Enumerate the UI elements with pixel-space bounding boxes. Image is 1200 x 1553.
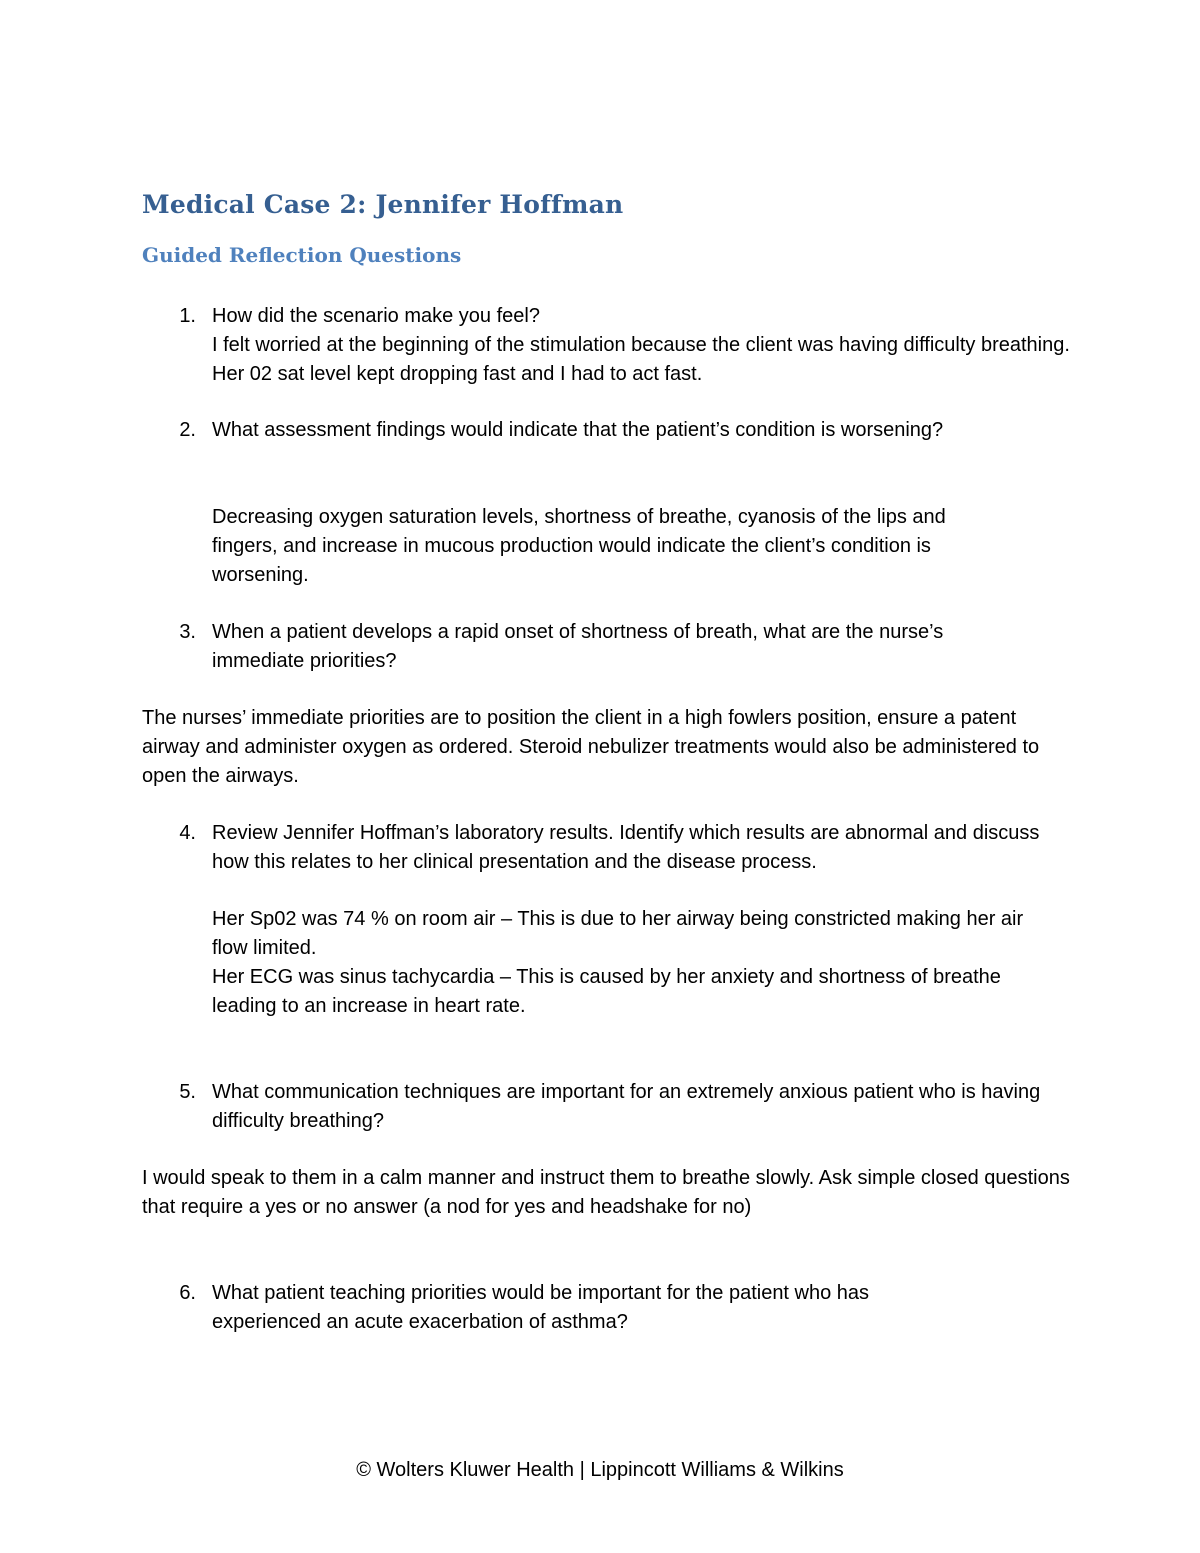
question-text: When a patient develops a rapid onset of shortness of breath, what are the nurse’s immediate priorities? — [212, 621, 944, 672]
answer-text: The nurses’ immediate priorities are to position the client in a high fowlers position, ensure a patent airway and administer oxygen as ordered. Steroid nebulizer treatments would also be administered to open the airways. — [142, 707, 1040, 787]
item-number: 1. — [179, 305, 196, 327]
question-text: How did the scenario make you feel? — [212, 305, 540, 327]
section-heading: Guided Reflection Questions — [142, 243, 462, 267]
answer-text: Her Sp02 was 74 % on room air – This is due to her airway being constricted making her air flow limited. — [212, 908, 1024, 959]
answer-text: I would speak to them in a calm manner and instruct them to breathe slowly. Ask simple closed questions that require a yes or no answer (a nod for yes and headshake for no) — [142, 1167, 1070, 1218]
question-text: What patient teaching priorities would be important for the patient who has experienced an acute exacerbation of asthma? — [212, 1282, 870, 1333]
answer-text: Decreasing oxygen saturation levels, shortness of breathe, cyanosis of the lips and fingers, and increase in mucous production would indicate the client’s condition is worsening. — [212, 506, 946, 586]
item-number: 3. — [179, 621, 196, 643]
answer-text: I felt worried at the beginning of the stimulation because the client was having difficulty breathing. Her 02 sat level kept dropping fast and I had to act fast. — [212, 334, 1070, 385]
page-footer: © Wolters Kluwer Health | Lippincott Williams & Wilkins — [356, 1459, 844, 1481]
answer-text: Her ECG was sinus tachycardia – This is caused by her anxiety and shortness of breathe leading to an increase in heart rate. — [212, 966, 1001, 1017]
document-title: Medical Case 2: Jennifer Hoffman — [142, 190, 624, 219]
item-number: 5. — [179, 1081, 196, 1103]
question-text: What assessment findings would indicate that the patient’s condition is worsening? — [212, 419, 944, 441]
item-number: 4. — [179, 822, 196, 844]
question-text: What communication techniques are important for an extremely anxious patient who is having difficulty breathing? — [212, 1081, 1041, 1132]
question-text: Review Jennifer Hoffman’s laboratory results. Identify which results are abnormal and discuss how this relates to her clinical presentation and the disease process. — [212, 822, 1040, 873]
item-number: 6. — [179, 1282, 196, 1304]
item-number: 2. — [179, 419, 196, 441]
